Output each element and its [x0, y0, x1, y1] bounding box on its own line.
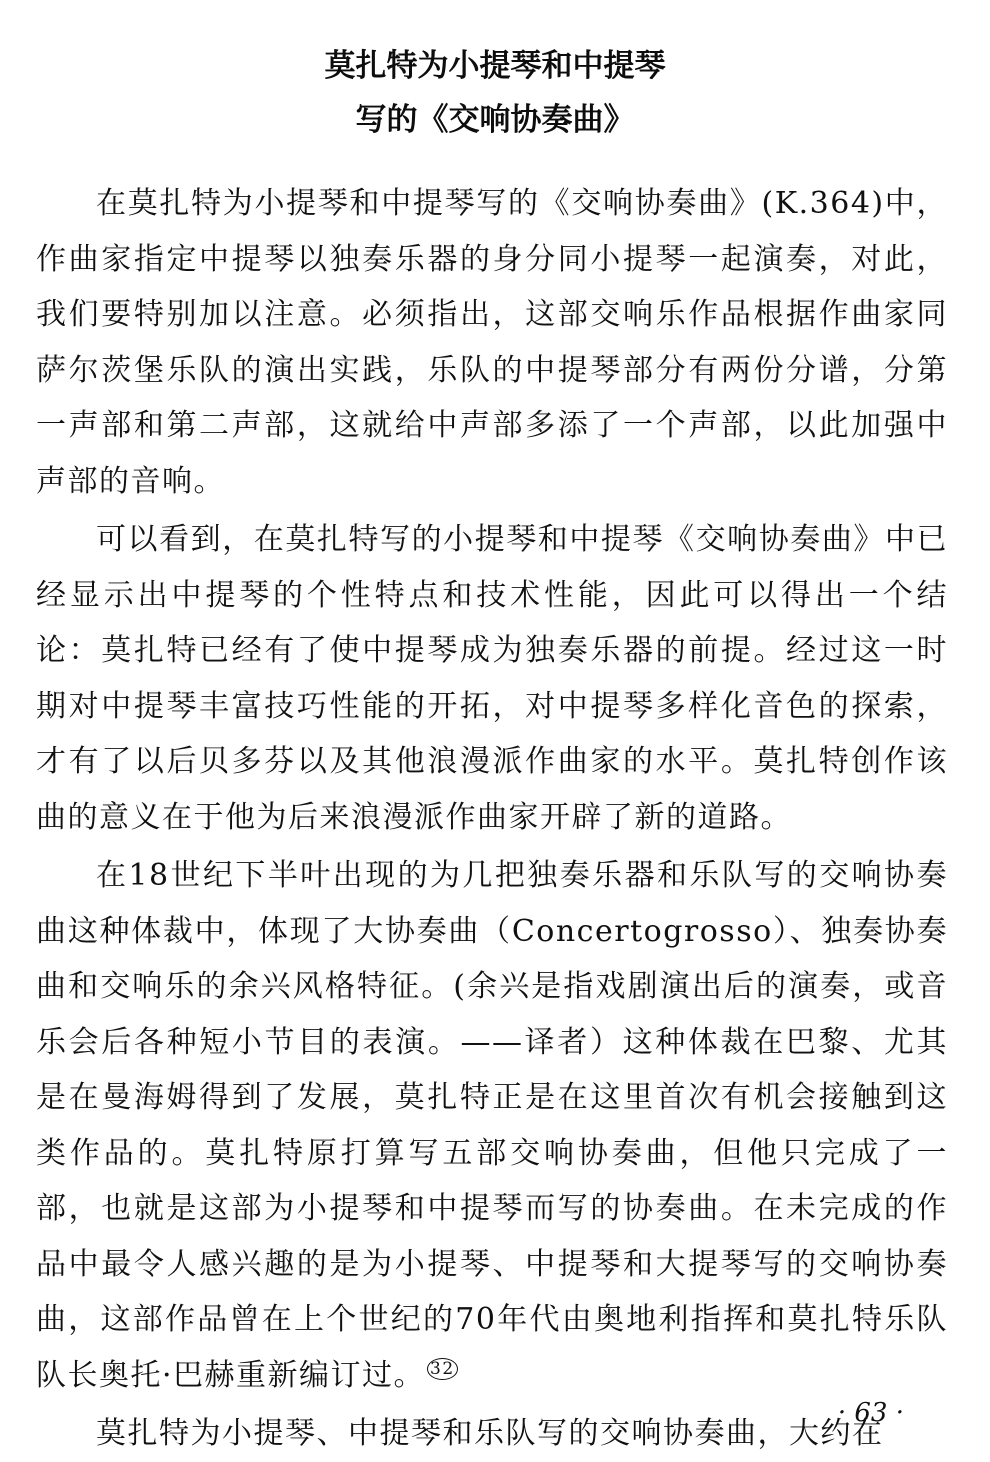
paragraph-2: 可以看到，在莫扎特写的小提琴和中提琴《交响协奏曲》中已经显示出中提琴的个性特点和技术性能，因此可以得出一个结论：莫扎特已经有了使中提琴成为独奏乐器的前提。经过这一时期对中提琴丰富技巧性能的开拓，对中提琴多样化音色的探索，才有了以后贝多芬以及其他浪漫派作曲家的水平。莫扎特创作该曲的意义在于他为后来浪漫派作曲家开辟了新的道路。 — [36, 522, 948, 835]
title-line-2: 写的《交响协奏曲》 — [355, 102, 635, 138]
paragraph-3 — [36, 848, 948, 1403]
paragraph-1: 在莫扎特为小提琴和中提琴写的《交响协奏曲》(K.364)中，作曲家指定中提琴以独奏乐器的身分同小提琴一起演奏，对此，我们要特别加以注意。必须指出，这部交响乐作品根据作曲家同萨尔茨堡乐队的演出实践，乐队的中提琴部分有两份分谱，分第一声部和第二声部，这就给中声部多添了一个声部，以此加强中声部的音响。 — [36, 186, 948, 499]
body-text — [36, 176, 948, 1462]
footnote-reference: 32 — [427, 1358, 458, 1380]
paragraph-3-text: 在18世纪下半叶出现的为几把独奏乐器和乐队写的交响协奏曲这种体裁中，体现了大协奏曲（Concertogrosso）、独奏协奏曲和交响乐的余兴风格特征。(余兴是指戏剧演出后的演奏，或音乐会后各种短小节目的表演。——译者）这种体裁在巴黎、尤其是在曼海姆得到了发展，莫扎特正是在这里首次有机会接触到这类作品的。莫扎特原打算写五部交响协奏曲，但他只完成了一部，也就是这部为小提琴和中提琴而写的协奏曲。在未完成的作品中最令人感兴趣的是为小提琴、中提琴和大提琴写的交响协奏曲，这部作品曾在上个世纪的70年代由奥地利指挥和莫扎特乐队队长奥托·巴赫重新编订过。 — [36, 858, 948, 1393]
paragraph-4: 莫扎特为小提琴、中提琴和乐队写的交响协奏曲，大约在 — [96, 1416, 884, 1451]
page-number: · 63 · — [837, 1398, 904, 1428]
title-line-1: 莫扎特为小提琴和中提琴 — [324, 48, 666, 84]
